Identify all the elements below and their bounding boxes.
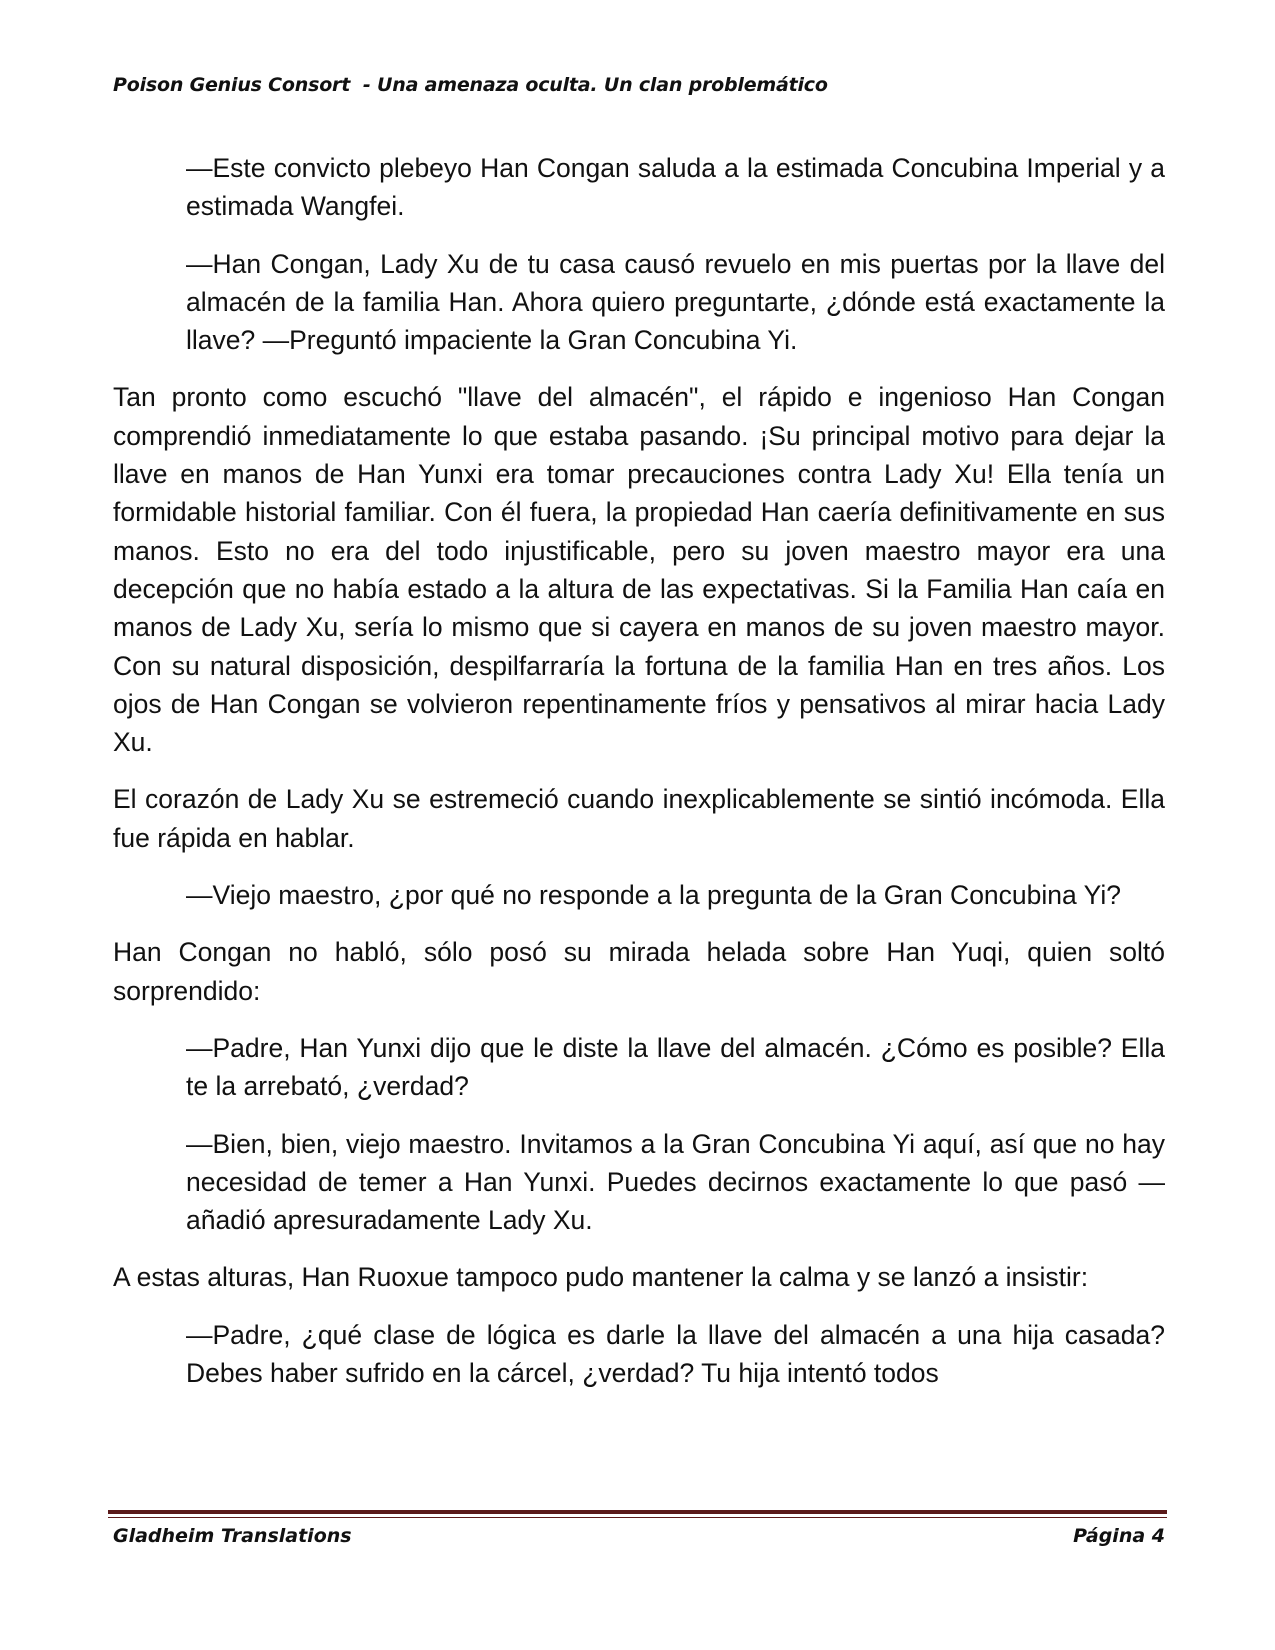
footer-credit: Gladheim Translations xyxy=(113,1525,352,1547)
footer-divider-thin xyxy=(108,1517,1167,1518)
paragraph: —Bien, bien, viejo maestro. Invitamos a la Gran Concubina Yi aquí, así que no hay necesidad de temer a Han Yunxi. Puedes decirnos exactamente lo que pasó —añadió apresuradamente Lady Xu. xyxy=(186,1128,1165,1236)
paragraph: Han Congan no habló, sólo posó su mirada helada sobre Han Yuqi, quien soltó sorprendido: xyxy=(113,937,1165,1006)
document-body xyxy=(113,149,1165,1411)
paragraph: Tan pronto como escuchó "llave del almacén", el rápido e ingenioso Han Congan comprendió inmediatamente lo que estaba pasando. ¡Su principal motivo para dejar la llave en manos de Han Yunxi era tomar precauciones contra Lady Xu! Ella tenía un formidable historial familiar. Con él fuera, la propiedad Han caería definitivamente en sus manos. Esto no era del todo injustificable, pero su joven maestro mayor era una decepción que no había estado a la altura de las expectativas. Si la Familia Han caía en manos de Lady Xu, sería lo mismo que si cayera en manos de su joven maestro mayor. Con su natural disposición, despilfarraría la fortuna de la familia Han en tres años. Los ojos de Han Congan se volvieron repentinamente fríos y pensativos al mirar hacia Lady Xu. xyxy=(113,382,1165,758)
paragraph: —Padre, Han Yunxi dijo que le diste la llave del almacén. ¿Cómo es posible? Ella te la arrebató, ¿verdad? xyxy=(186,1032,1165,1102)
paragraph: El corazón de Lady Xu se estremeció cuando inexplicablemente se sintió incómoda. Ella fue rápida en hablar. xyxy=(113,784,1165,853)
paragraph: —Viejo maestro, ¿por qué no responde a la pregunta de la Gran Concubina Yi? xyxy=(186,880,1121,911)
footer-divider-thick xyxy=(108,1510,1167,1514)
paragraph: —Padre, ¿qué clase de lógica es darle la llave del almacén a una hija casada? Debes haber sufrido en la cárcel, ¿verdad? Tu hija intentó todos xyxy=(186,1319,1165,1389)
page-header-title: Poison Genius Consort - Una amenaza oculta. Un clan problemático xyxy=(113,74,828,96)
page-number: Página 4 xyxy=(1073,1525,1165,1547)
paragraph: —Han Congan, Lady Xu de tu casa causó revuelo en mis puertas por la llave del almacén de la familia Han. Ahora quiero preguntarte, ¿dónde está exactamente la llave? —Preguntó impaciente la Gran Concubina Yi. xyxy=(186,248,1165,356)
paragraph: A estas alturas, Han Ruoxue tampoco pudo mantener la calma y se lanzó a insistir: xyxy=(113,1262,1089,1293)
paragraph: —Este convicto plebeyo Han Congan saluda a la estimada Concubina Imperial y a estimada Wangfei. xyxy=(186,153,1165,222)
